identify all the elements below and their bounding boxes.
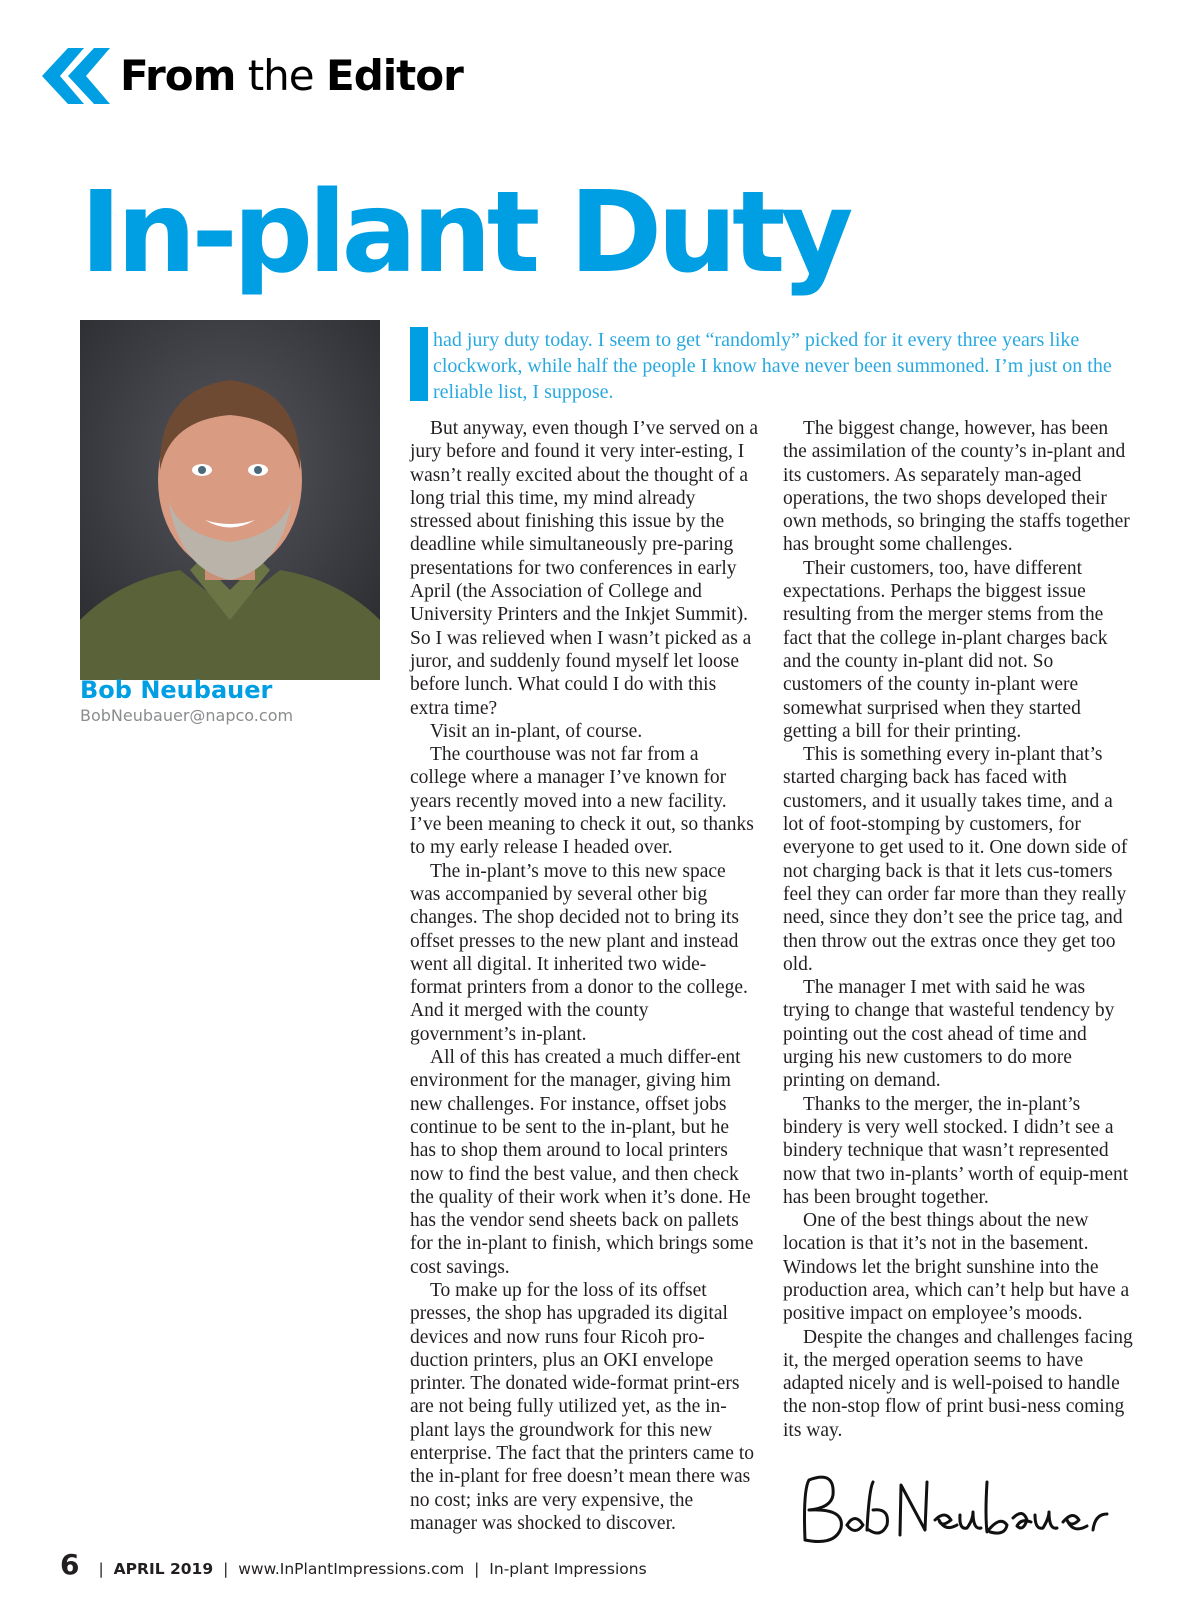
folio-separator: | <box>474 1560 480 1578</box>
paragraph: Despite the changes and challenges facing it, the merged operation seems to have adapted nicely and is well-poised to handle the non-stop flow of print busi-ness coming its way. <box>783 1326 1133 1441</box>
section-title-editor: Editor <box>326 51 463 100</box>
paragraph: The biggest change, however, has been the assimilation of the county’s in-plant and its customers. As separately man-aged operations, the two shops developed their own methods, so bringing the staffs together has brought some challenges. <box>783 418 1130 556</box>
paragraph: Thanks to the merger, the in-plant’s bindery is very well stocked. I didn’t see a bindery technique that wasn’t represented now that two in-plants’ worth of equip-ment has been brought together. <box>783 1093 1129 1208</box>
body-column-left <box>410 417 758 1535</box>
signature <box>795 1470 1125 1550</box>
paragraph: The manager I met with said he was trying to change that wasteful tendency by pointing out the cost ahead of time and urging his new customers to do more printing on demand. <box>783 977 1115 1092</box>
paragraph: All of this has created a much differ-ent environment for the manager, giving him new challenges. For instance, offset jobs continue to be sent to the in-plant, but he has to shop them around to local printers now to find the best value, and then check the quality of their work when it’s done. He has the vendor send sheets back on pallets for the in-plant to finish, which brings some cost savings. <box>410 1047 754 1278</box>
body-column-right <box>783 417 1133 1442</box>
author-photo <box>80 320 380 680</box>
double-chevron-left-icon <box>42 46 114 106</box>
issue-date: APRIL 2019 <box>113 1560 214 1578</box>
paragraph: The courthouse was not far from a college where a manager I’ve known for years recently moved into a new facility. I’ve been meaning to check it out, so thanks to my early release I headed over. <box>410 744 754 859</box>
page-footer <box>60 1548 647 1581</box>
intro-text: had jury duty today. I seem to get “randomly” picked for it every three years like clockwork, while half the people I know have never been summoned. I’m just on the reliable list, I suppose. <box>433 329 1112 403</box>
paragraph: To make up for the loss of its offset presses, the shop has upgraded its digital devices and now runs four Ricoh pro-duction printers, plus an OKI envelope printer. The donated wide-format print-ers are not being fully utilized yet, as the in-plant lays the groundwork for this new enterprise. The fact that the printers came to the in-plant for free doesn’t mean there was no cost; inks are very expensive, the manager was shocked to discover. <box>410 1279 754 1534</box>
section-header <box>42 46 463 106</box>
section-title <box>120 46 463 106</box>
publication-name: In-plant Impressions <box>489 1560 647 1578</box>
author-name: Bob Neubauer <box>80 676 273 704</box>
paragraph: The in-plant’s move to this new space was accompanied by several other big changes. The shop decided not to bring its offset presses to the new plant and instead went all digital. It inherited two wide-format printers from a donor to the college. And it merged with the county government’s in-plant. <box>410 860 748 1045</box>
folio-separator: | <box>98 1560 104 1578</box>
paragraph: Visit an in-plant, of course. <box>430 720 643 742</box>
folio <box>93 1560 646 1578</box>
intro-paragraph <box>410 327 1140 405</box>
paragraph: Their customers, too, have different expectations. Perhaps the biggest issue resulting from the merger stems from the fact that the college in-plant charges back and the county in-plant did not. So customers of the county in-plant were somewhat surprised when they started getting a bill for their printing. <box>783 557 1108 742</box>
paragraph: One of the best things about the new location is that it’s not in the basement. Windows let the bright sunshine into the production area, which can’t help but have a positive impact on employee’s moods. <box>783 1210 1130 1325</box>
paragraph: This is something every in-plant that’s started charging back has faced with customers, and it usually takes time, and a lot of foot-stomping by customers, for everyone to get used to it. One down side of not charging back is that it lets cus-tomers feel they can order far more than they really need, since they don’t see the price tag, and then throw out the extras once they get too old. <box>783 744 1128 975</box>
article-title: In-plant Duty <box>80 168 849 298</box>
paragraph: But anyway, even though I’ve served on a jury before and found it very inter-esting, I wasn’t really excited about the thought of a long trial this time, my mind already stressed about finishing this issue by the deadline while simultaneously pre-paring presentations for two conferences in early April (the Association of College and University Printers and the Inkjet Summit). So I was relieved when I wasn’t picked as a juror, and suddenly found myself let loose before lunch. What could I do with this extra time? <box>410 418 758 719</box>
section-title-the: the <box>247 51 314 100</box>
author-email[interactable]: BobNeubauer@napco.com <box>80 706 294 725</box>
folio-separator: | <box>223 1560 229 1578</box>
drop-cap <box>410 327 428 401</box>
section-title-from: From <box>120 51 236 100</box>
website-link[interactable]: www.InPlantImpressions.com <box>238 1560 465 1578</box>
page-number: 6 <box>60 1548 80 1581</box>
